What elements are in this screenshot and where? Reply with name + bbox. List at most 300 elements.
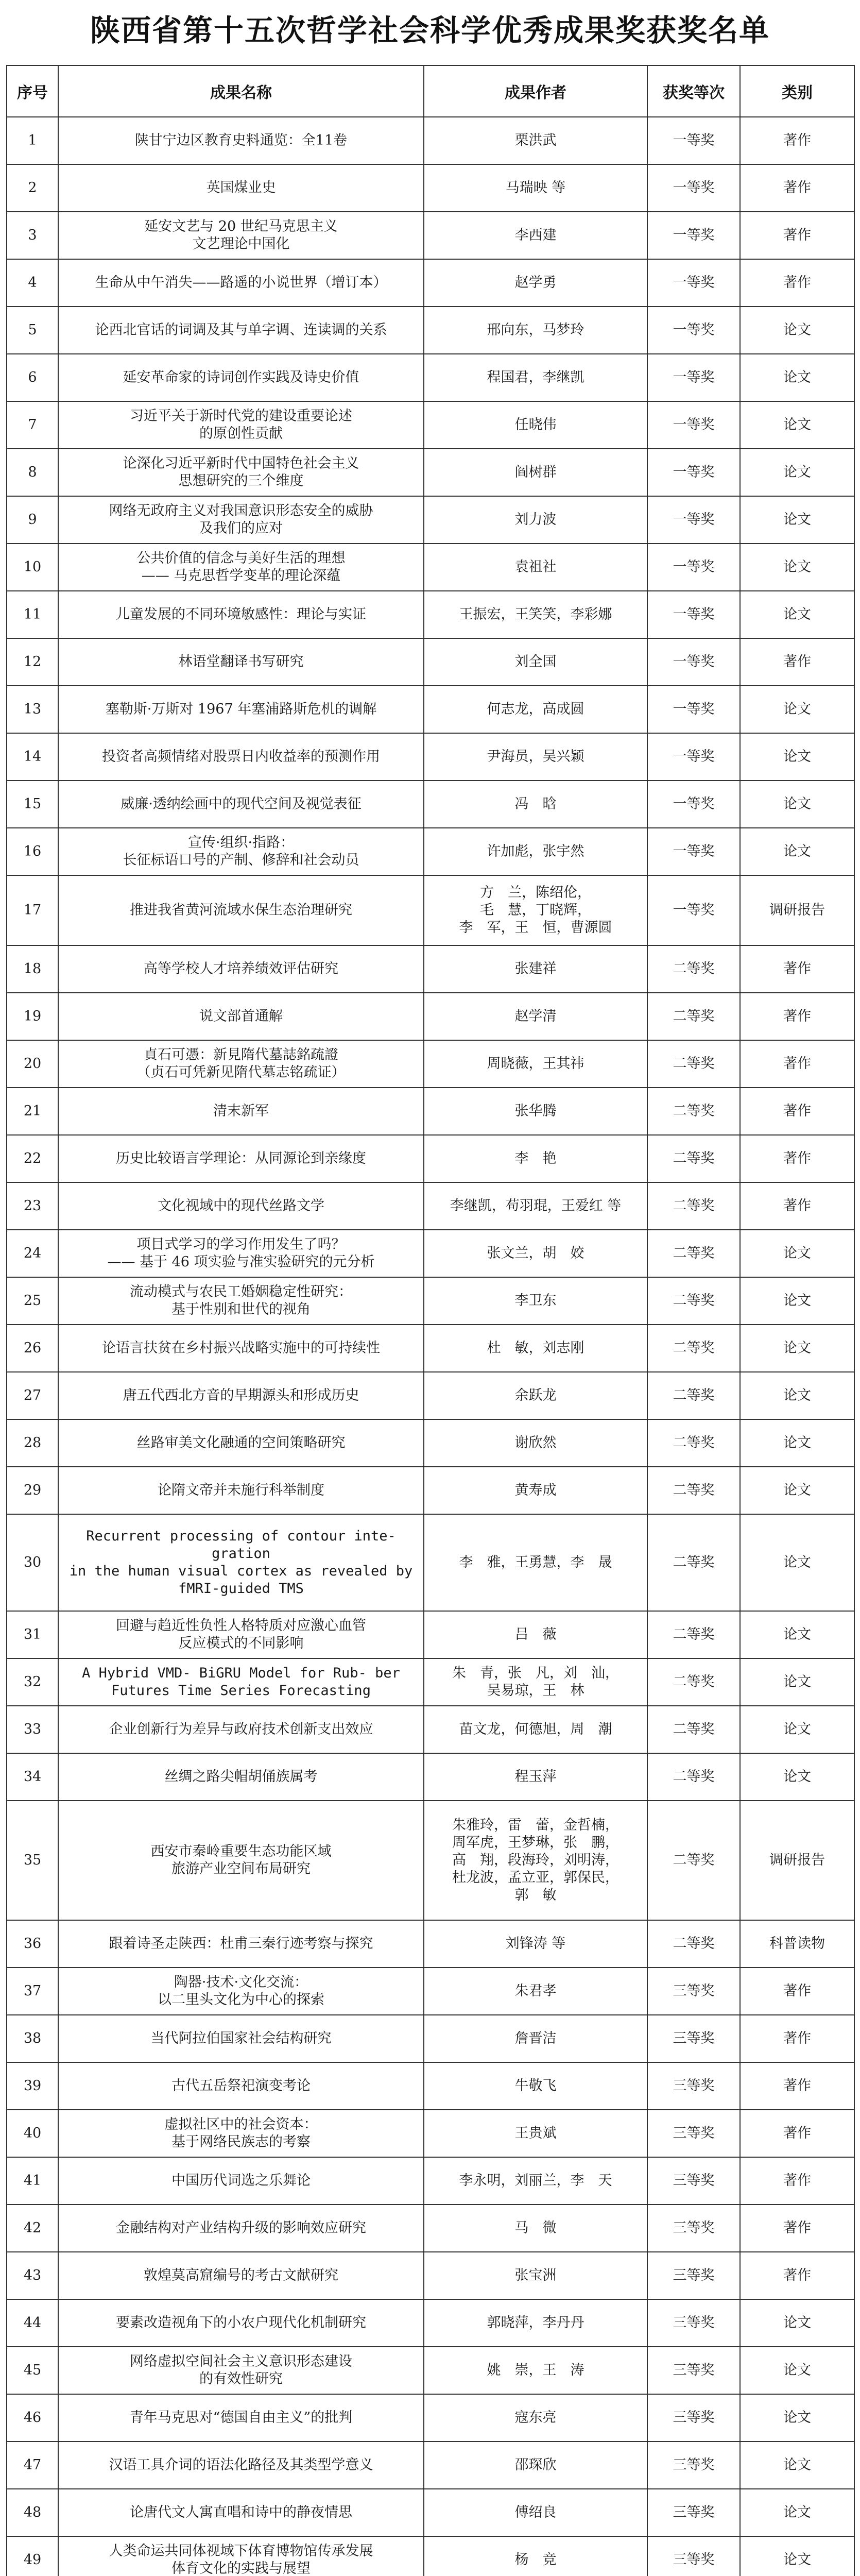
cell-award-level: 一等奖 (647, 686, 740, 733)
table-row (7, 212, 854, 259)
cell-serial: 32 (7, 1658, 58, 1706)
table-row (7, 1611, 854, 1658)
cell-author: 杨 竞 (424, 2536, 647, 2576)
table-row (7, 1706, 854, 1753)
cell-serial: 31 (7, 1611, 58, 1658)
cell-category: 论文 (740, 828, 854, 875)
cell-category: 论文 (740, 354, 854, 401)
table-row (7, 2015, 854, 2062)
cell-category: 科普读物 (740, 1920, 854, 1968)
cell-category: 论文 (740, 1230, 854, 1277)
cell-title: 要素改造视角下的小农户现代化机制研究 (58, 2299, 424, 2347)
cell-category: 论文 (740, 686, 854, 733)
cell-category: 著作 (740, 2062, 854, 2110)
cell-title: 古代五岳祭祀演变考论 (58, 2062, 424, 2110)
cell-author: 王振宏，王笑笑，李彩娜 (424, 591, 647, 638)
cell-award-level: 一等奖 (647, 259, 740, 307)
table-row (7, 1467, 854, 1514)
cell-author: 朱君孝 (424, 1968, 647, 2015)
cell-category: 著作 (740, 1182, 854, 1230)
cell-award-level: 一等奖 (647, 307, 740, 354)
cell-category: 论文 (740, 401, 854, 449)
cell-award-level: 二等奖 (647, 1514, 740, 1611)
cell-award-level: 二等奖 (647, 1088, 740, 1135)
cell-award-level: 三等奖 (647, 1968, 740, 2015)
cell-title: 金融结构对产业结构升级的影响效应研究 (58, 2205, 424, 2252)
cell-serial: 10 (7, 544, 58, 591)
cell-author: 李 雅，王勇慧，李 晟 (424, 1514, 647, 1611)
cell-serial: 22 (7, 1135, 58, 1182)
cell-serial: 2 (7, 164, 58, 212)
cell-author: 黄寿成 (424, 1467, 647, 1514)
cell-category: 论文 (740, 1372, 854, 1419)
cell-category: 著作 (740, 164, 854, 212)
cell-category: 论文 (740, 1277, 854, 1325)
cell-author: 方 兰，陈绍伦， 毛 慧，丁晓辉， 李 军，王 恒，曹源圆 (424, 875, 647, 945)
cell-author: 李永明，刘丽兰，李 天 (424, 2157, 647, 2205)
cell-serial: 1 (7, 117, 58, 164)
cell-title: 历史比较语言学理论：从同源论到亲缘度 (58, 1135, 424, 1182)
cell-award-level: 三等奖 (647, 2252, 740, 2299)
table-row (7, 1040, 854, 1088)
cell-author: 周晓薇，王其祎 (424, 1040, 647, 1088)
cell-award-level: 三等奖 (647, 2205, 740, 2252)
cell-serial: 43 (7, 2252, 58, 2299)
cell-title: 丝绸之路尖帽胡俑族属考 (58, 1753, 424, 1801)
table-row (7, 781, 854, 828)
award-table (6, 65, 855, 2576)
cell-category: 论文 (740, 1611, 854, 1658)
cell-award-level: 二等奖 (647, 1277, 740, 1325)
cell-serial: 41 (7, 2157, 58, 2205)
cell-title: 公共价值的信念与美好生活的理想 —— 马克思哲学变革的理论深蕴 (58, 544, 424, 591)
cell-title: 习近平关于新时代党的建设重要论述 的原创性贡献 (58, 401, 424, 449)
cell-title: 流动模式与农民工婚姻稳定性研究： 基于性别和世代的视角 (58, 1277, 424, 1325)
cell-serial: 13 (7, 686, 58, 733)
cell-title: 网络无政府主义对我国意识形态安全的威胁 及我们的应对 (58, 496, 424, 544)
page-title: 陕西省第十五次哲学社会科学优秀成果奖获奖名单 (90, 13, 770, 48)
cell-award-level: 一等奖 (647, 781, 740, 828)
cell-award-level: 二等奖 (647, 1801, 740, 1920)
cell-title: 说文部首通解 (58, 993, 424, 1040)
cell-serial: 23 (7, 1182, 58, 1230)
table-row (7, 2252, 854, 2299)
cell-author: 朱雅玲，雷 蕾，金哲楠， 周军虎，王梦琳，张 鹏， 高 翔，段海玲，刘明涛， 杜龙波，孟立亚，郭保民， 郭 敏 (424, 1801, 647, 1920)
cell-author: 朱 青，张 凡，刘 汕， 吴易琼，王 林 (424, 1658, 647, 1706)
cell-category: 论文 (740, 2347, 854, 2394)
cell-category: 著作 (740, 2110, 854, 2157)
cell-award-level: 二等奖 (647, 1658, 740, 1706)
cell-award-level: 一等奖 (647, 117, 740, 164)
cell-award-level: 二等奖 (647, 1419, 740, 1467)
cell-serial: 34 (7, 1753, 58, 1801)
cell-author: 寇东亮 (424, 2394, 647, 2442)
cell-category: 论文 (740, 1514, 854, 1611)
table-row (7, 945, 854, 993)
cell-author: 邵琛欣 (424, 2442, 647, 2489)
cell-award-level: 一等奖 (647, 449, 740, 496)
cell-serial: 8 (7, 449, 58, 496)
cell-category: 著作 (740, 993, 854, 1040)
cell-title: 论隋文帝并未施行科举制度 (58, 1467, 424, 1514)
cell-title: 塞勒斯·万斯对 1967 年塞浦路斯危机的调解 (58, 686, 424, 733)
cell-category: 调研报告 (740, 1801, 854, 1920)
table-row (7, 401, 854, 449)
cell-title: 宣传·组织·指路： 长征标语口号的产制、修辞和社会动员 (58, 828, 424, 875)
header-author: 成果作者 (424, 65, 647, 117)
table-row (7, 638, 854, 686)
cell-category: 论文 (740, 1706, 854, 1753)
table-row (7, 1658, 854, 1706)
cell-serial: 40 (7, 2110, 58, 2157)
cell-serial: 39 (7, 2062, 58, 2110)
cell-category: 论文 (740, 781, 854, 828)
cell-category: 论文 (740, 2442, 854, 2489)
cell-serial: 6 (7, 354, 58, 401)
cell-author: 任晓伟 (424, 401, 647, 449)
cell-serial: 12 (7, 638, 58, 686)
table-row (7, 307, 854, 354)
table-row (7, 1372, 854, 1419)
table-row (7, 1325, 854, 1372)
cell-title: 网络虚拟空间社会主义意识形态建设 的有效性研究 (58, 2347, 424, 2394)
cell-title: 推进我省黄河流域水保生态治理研究 (58, 875, 424, 945)
cell-category: 论文 (740, 2489, 854, 2536)
cell-serial: 46 (7, 2394, 58, 2442)
cell-author: 詹晋洁 (424, 2015, 647, 2062)
cell-award-level: 一等奖 (647, 591, 740, 638)
cell-title: 回避与趋近性负性人格特质对应激心血管 反应模式的不同影响 (58, 1611, 424, 1658)
cell-serial: 44 (7, 2299, 58, 2347)
cell-category: 论文 (740, 449, 854, 496)
cell-award-level: 二等奖 (647, 1467, 740, 1514)
table-row (7, 2489, 854, 2536)
cell-serial: 16 (7, 828, 58, 875)
cell-serial: 49 (7, 2536, 58, 2576)
table-row (7, 449, 854, 496)
cell-title: 青年马克思对“德国自由主义”的批判 (58, 2394, 424, 2442)
cell-award-level: 二等奖 (647, 1325, 740, 1372)
table-row (7, 354, 854, 401)
cell-category: 论文 (740, 1325, 854, 1372)
cell-award-level: 一等奖 (647, 354, 740, 401)
cell-author: 程玉萍 (424, 1753, 647, 1801)
table-row (7, 1514, 854, 1611)
cell-title: 项目式学习的学习作用发生了吗？ —— 基于 46 项实验与准实验研究的元分析 (58, 1230, 424, 1277)
cell-category: 论文 (740, 2394, 854, 2442)
cell-author: 马瑞映 等 (424, 164, 647, 212)
cell-category: 著作 (740, 2205, 854, 2252)
cell-author: 苗文龙，何德旭，周 潮 (424, 1706, 647, 1753)
cell-award-level: 二等奖 (647, 1753, 740, 1801)
cell-title: 丝路审美文化融通的空间策略研究 (58, 1419, 424, 1467)
cell-author: 吕 薇 (424, 1611, 647, 1658)
cell-award-level: 二等奖 (647, 1372, 740, 1419)
cell-award-level: 一等奖 (647, 875, 740, 945)
table-row (7, 164, 854, 212)
table-row (7, 1135, 854, 1182)
table-row (7, 2299, 854, 2347)
cell-serial: 17 (7, 875, 58, 945)
cell-serial: 30 (7, 1514, 58, 1611)
cell-title: 论语言扶贫在乡村振兴战略实施中的可持续性 (58, 1325, 424, 1372)
cell-award-level: 三等奖 (647, 2536, 740, 2576)
cell-category: 论文 (740, 591, 854, 638)
cell-author: 张文兰，胡 姣 (424, 1230, 647, 1277)
cell-serial: 38 (7, 2015, 58, 2062)
cell-category: 著作 (740, 1040, 854, 1088)
cell-category: 调研报告 (740, 875, 854, 945)
cell-category: 论文 (740, 1753, 854, 1801)
cell-author: 谢欣然 (424, 1419, 647, 1467)
cell-author: 郭晓萍，李丹丹 (424, 2299, 647, 2347)
table-row (7, 2205, 854, 2252)
cell-award-level: 一等奖 (647, 164, 740, 212)
cell-serial: 33 (7, 1706, 58, 1753)
cell-author: 赵学清 (424, 993, 647, 1040)
cell-serial: 5 (7, 307, 58, 354)
table-row (7, 117, 854, 164)
cell-award-level: 二等奖 (647, 1920, 740, 1968)
table-row (7, 828, 854, 875)
cell-title: 西安市秦岭重要生态功能区域 旅游产业空间布局研究 (58, 1801, 424, 1920)
table-row (7, 591, 854, 638)
cell-award-level: 一等奖 (647, 638, 740, 686)
table-row (7, 1277, 854, 1325)
cell-author: 李西建 (424, 212, 647, 259)
cell-serial: 45 (7, 2347, 58, 2394)
table-row (7, 1230, 854, 1277)
cell-author: 何志龙，高成圆 (424, 686, 647, 733)
cell-award-level: 一等奖 (647, 401, 740, 449)
cell-author: 姚 崇，王 涛 (424, 2347, 647, 2394)
cell-serial: 15 (7, 781, 58, 828)
cell-award-level: 一等奖 (647, 544, 740, 591)
cell-award-level: 一等奖 (647, 828, 740, 875)
cell-author: 马 微 (424, 2205, 647, 2252)
table-row (7, 259, 854, 307)
cell-category: 著作 (740, 638, 854, 686)
cell-serial: 29 (7, 1467, 58, 1514)
cell-serial: 27 (7, 1372, 58, 1419)
cell-title: 论深化习近平新时代中国特色社会主义 思想研究的三个维度 (58, 449, 424, 496)
table-row (7, 1968, 854, 2015)
cell-author: 邢向东，马梦玲 (424, 307, 647, 354)
table-row (7, 2157, 854, 2205)
table-body (7, 117, 854, 2576)
cell-category: 论文 (740, 733, 854, 781)
cell-serial: 36 (7, 1920, 58, 1968)
table-header-row (7, 65, 854, 117)
table-row (7, 2394, 854, 2442)
table-row (7, 686, 854, 733)
cell-serial: 42 (7, 2205, 58, 2252)
cell-award-level: 二等奖 (647, 1040, 740, 1088)
cell-title: 林语堂翻译书写研究 (58, 638, 424, 686)
cell-title: 跟着诗圣走陕西：杜甫三秦行迹考察与探究 (58, 1920, 424, 1968)
cell-author: 李 艳 (424, 1135, 647, 1182)
cell-serial: 20 (7, 1040, 58, 1088)
cell-award-level: 二等奖 (647, 1182, 740, 1230)
cell-category: 著作 (740, 945, 854, 993)
cell-author: 余跃龙 (424, 1372, 647, 1419)
cell-serial: 47 (7, 2442, 58, 2489)
cell-title: 延安革命家的诗词创作实践及诗史价值 (58, 354, 424, 401)
cell-title: 企业创新行为差异与政府技术创新支出效应 (58, 1706, 424, 1753)
cell-title: 人类命运共同体视域下体育博物馆传承发展 体育文化的实践与展望 (58, 2536, 424, 2576)
cell-award-level: 三等奖 (647, 2442, 740, 2489)
cell-award-level: 二等奖 (647, 1706, 740, 1753)
cell-author: 张宝洲 (424, 2252, 647, 2299)
cell-author: 张华腾 (424, 1088, 647, 1135)
header-serial: 序号 (7, 65, 58, 117)
cell-serial: 21 (7, 1088, 58, 1135)
cell-title: 中国历代词选之乐舞论 (58, 2157, 424, 2205)
cell-award-level: 一等奖 (647, 733, 740, 781)
cell-title: 敦煌莫高窟编号的考古文献研究 (58, 2252, 424, 2299)
cell-category: 论文 (740, 544, 854, 591)
cell-title: 延安文艺与 20 世纪马克思主义 文艺理论中国化 (58, 212, 424, 259)
cell-category: 著作 (740, 1135, 854, 1182)
cell-author: 李卫东 (424, 1277, 647, 1325)
header-title: 成果名称 (58, 65, 424, 117)
cell-author: 尹海员，吴兴颖 (424, 733, 647, 781)
table-row (7, 2442, 854, 2489)
cell-award-level: 二等奖 (647, 1611, 740, 1658)
cell-author: 牛敬飞 (424, 2062, 647, 2110)
cell-title: 当代阿拉伯国家社会结构研究 (58, 2015, 424, 2062)
cell-award-level: 二等奖 (647, 1230, 740, 1277)
cell-category: 论文 (740, 1419, 854, 1467)
cell-author: 王贵斌 (424, 2110, 647, 2157)
cell-title: 英国煤业史 (58, 164, 424, 212)
cell-serial: 14 (7, 733, 58, 781)
cell-author: 刘力波 (424, 496, 647, 544)
cell-title: Recurrent processing of contour inte- gration in the human visual cortex as revealed by fMRI-guided TMS (58, 1514, 424, 1611)
table-row (7, 1182, 854, 1230)
cell-award-level: 二等奖 (647, 993, 740, 1040)
cell-serial: 19 (7, 993, 58, 1040)
header-award-level: 获奖等次 (647, 65, 740, 117)
cell-title: 文化视域中的现代丝路文学 (58, 1182, 424, 1230)
cell-award-level: 三等奖 (647, 2394, 740, 2442)
cell-award-level: 三等奖 (647, 2015, 740, 2062)
cell-author: 刘全国 (424, 638, 647, 686)
cell-award-level: 三等奖 (647, 2347, 740, 2394)
cell-author: 李继凯，苟羽琨，王爱红 等 (424, 1182, 647, 1230)
cell-serial: 37 (7, 1968, 58, 2015)
cell-serial: 18 (7, 945, 58, 993)
cell-title: A Hybrid VMD‐ BiGRU Model for Rub- ber Futures Time Series Forecasting (58, 1658, 424, 1706)
table-row (7, 2062, 854, 2110)
cell-author: 赵学勇 (424, 259, 647, 307)
cell-title: 陕甘宁边区教育史料通览：全11卷 (58, 117, 424, 164)
cell-serial: 4 (7, 259, 58, 307)
cell-category: 著作 (740, 2015, 854, 2062)
table-row (7, 733, 854, 781)
table-row (7, 1920, 854, 1968)
cell-title: 陶器·技术·文化交流： 以二里头文化为中心的探索 (58, 1968, 424, 2015)
cell-title: 清末新军 (58, 1088, 424, 1135)
cell-category: 论文 (740, 496, 854, 544)
table-row (7, 1801, 854, 1920)
table-row (7, 1088, 854, 1135)
cell-title: 儿童发展的不同环境敏感性：理论与实证 (58, 591, 424, 638)
cell-author: 张建祥 (424, 945, 647, 993)
cell-title: 论西北官话的词调及其与单字调、连读调的关系 (58, 307, 424, 354)
cell-serial: 24 (7, 1230, 58, 1277)
cell-title: 汉语工具介词的语法化路径及其类型学意义 (58, 2442, 424, 2489)
cell-author: 刘锋涛 等 (424, 1920, 647, 1968)
cell-award-level: 一等奖 (647, 212, 740, 259)
cell-serial: 25 (7, 1277, 58, 1325)
cell-award-level: 一等奖 (647, 496, 740, 544)
table-row (7, 993, 854, 1040)
cell-category: 论文 (740, 307, 854, 354)
cell-serial: 48 (7, 2489, 58, 2536)
cell-title: 虚拟社区中的社会资本： 基于网络民族志的考察 (58, 2110, 424, 2157)
cell-award-level: 二等奖 (647, 1135, 740, 1182)
cell-serial: 28 (7, 1419, 58, 1467)
cell-category: 论文 (740, 1467, 854, 1514)
table-row (7, 875, 854, 945)
cell-category: 著作 (740, 212, 854, 259)
header-category: 类别 (740, 65, 854, 117)
table-row (7, 2110, 854, 2157)
cell-title: 威廉·透纳绘画中的现代空间及视觉表征 (58, 781, 424, 828)
cell-title: 投资者高频情绪对股票日内收益率的预测作用 (58, 733, 424, 781)
table-row (7, 1753, 854, 1801)
cell-category: 著作 (740, 2157, 854, 2205)
cell-category: 著作 (740, 1088, 854, 1135)
table-row (7, 2536, 854, 2576)
cell-category: 著作 (740, 1968, 854, 2015)
cell-author: 程国君，李继凯 (424, 354, 647, 401)
cell-serial: 9 (7, 496, 58, 544)
table-row (7, 2347, 854, 2394)
cell-serial: 7 (7, 401, 58, 449)
cell-category: 著作 (740, 259, 854, 307)
cell-award-level: 三等奖 (647, 2110, 740, 2157)
cell-author: 袁祖社 (424, 544, 647, 591)
cell-title: 唐五代西北方音的早期源头和形成历史 (58, 1372, 424, 1419)
cell-award-level: 三等奖 (647, 2489, 740, 2536)
cell-title: 貞石可憑：新見隋代墓誌銘疏證 （贞石可凭新见隋代墓志铭疏证） (58, 1040, 424, 1088)
cell-title: 生命从中午消失——路遥的小说世界（增订本） (58, 259, 424, 307)
cell-author: 杜 敏，刘志刚 (424, 1325, 647, 1372)
cell-author: 栗洪武 (424, 117, 647, 164)
cell-award-level: 三等奖 (647, 2157, 740, 2205)
cell-award-level: 三等奖 (647, 2062, 740, 2110)
cell-serial: 35 (7, 1801, 58, 1920)
cell-category: 论文 (740, 1658, 854, 1706)
cell-author: 许加彪，张宇然 (424, 828, 647, 875)
cell-serial: 11 (7, 591, 58, 638)
cell-award-level: 三等奖 (647, 2299, 740, 2347)
cell-category: 论文 (740, 2299, 854, 2347)
cell-category: 著作 (740, 117, 854, 164)
cell-author: 冯 晗 (424, 781, 647, 828)
cell-category: 论文 (740, 2536, 854, 2576)
cell-author: 阎树群 (424, 449, 647, 496)
cell-serial: 26 (7, 1325, 58, 1372)
cell-award-level: 二等奖 (647, 945, 740, 993)
cell-title: 高等学校人才培养绩效评估研究 (58, 945, 424, 993)
table-row (7, 496, 854, 544)
cell-category: 著作 (740, 2252, 854, 2299)
table-row (7, 544, 854, 591)
cell-author: 傅绍良 (424, 2489, 647, 2536)
